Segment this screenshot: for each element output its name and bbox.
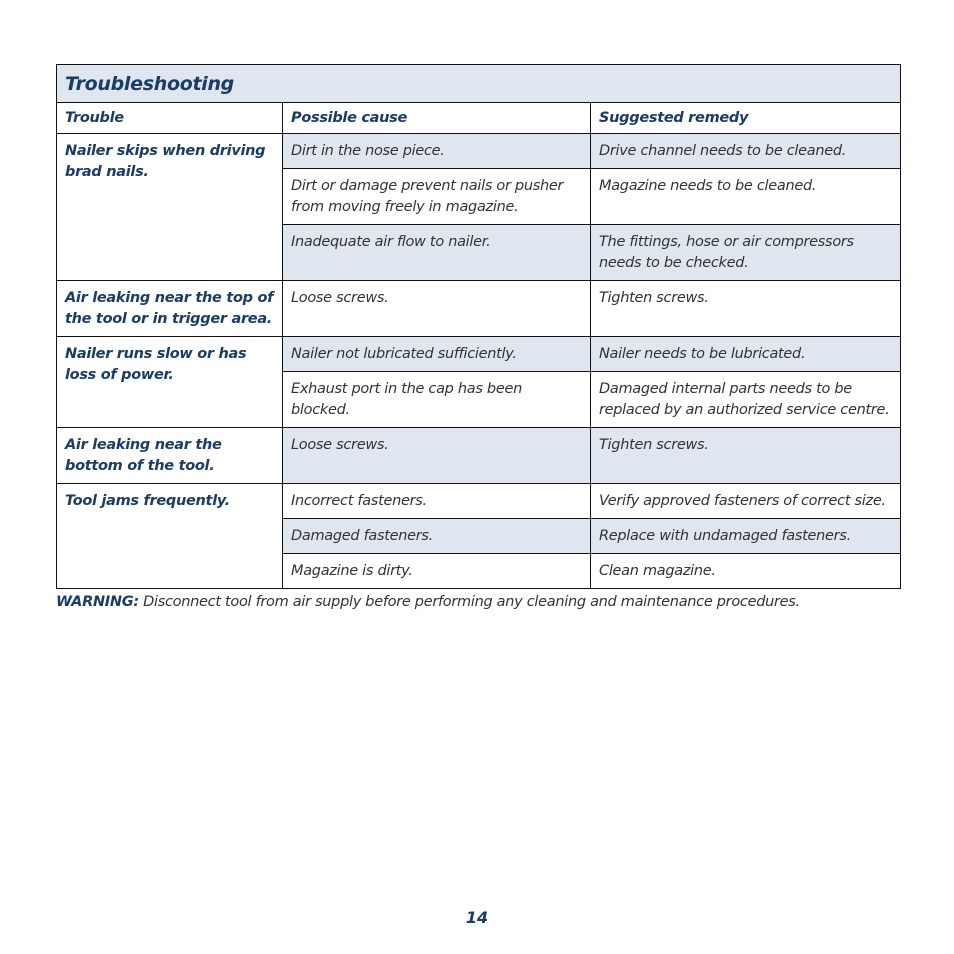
- cause-cell: Damaged fasteners.: [283, 519, 591, 554]
- table-body: [57, 134, 901, 589]
- warning-note: [56, 594, 916, 610]
- remedy-cell: Tighten screws.: [591, 428, 901, 484]
- remedy-cell: Replace with undamaged fasteners.: [591, 519, 901, 554]
- cause-cell: Incorrect fasteners.: [283, 484, 591, 519]
- table-title: Troubleshooting: [57, 65, 901, 103]
- cause-cell: Magazine is dirty.: [283, 554, 591, 589]
- table-row: [57, 281, 901, 337]
- warning-label: WARNING:: [56, 594, 139, 610]
- remedy-cell: Tighten screws.: [591, 281, 901, 337]
- page-number: 14: [465, 908, 489, 927]
- cause-cell: Nailer not lubricated sufficiently.: [283, 337, 591, 372]
- remedy-cell: Drive channel needs to be cleaned.: [591, 134, 901, 169]
- cause-cell: Dirt or damage prevent nails or pusher from moving freely in magazine.: [283, 169, 591, 225]
- trouble-cell: Air leaking near the bottom of the tool.: [57, 428, 283, 484]
- troubleshooting-table-wrapper: [56, 64, 900, 589]
- header-trouble: Trouble: [57, 103, 283, 134]
- warning-text: Disconnect tool from air supply before performing any cleaning and maintenance procedures.: [143, 594, 800, 610]
- troubleshooting-table: [56, 64, 901, 589]
- cause-cell: Loose screws.: [283, 281, 591, 337]
- table-row: [57, 337, 901, 372]
- remedy-cell: Magazine needs to be cleaned.: [591, 169, 901, 225]
- table-row: [57, 134, 901, 169]
- header-suggested-remedy: Suggested remedy: [591, 103, 901, 134]
- trouble-cell: Air leaking near the top of the tool or in trigger area.: [57, 281, 283, 337]
- table-row: [57, 428, 901, 484]
- trouble-cell: Nailer runs slow or has loss of power.: [57, 337, 283, 428]
- remedy-cell: The fittings, hose or air compressors needs to be checked.: [591, 225, 901, 281]
- remedy-cell: Damaged internal parts needs to be replaced by an authorized service centre.: [591, 372, 901, 428]
- cause-cell: Dirt in the nose piece.: [283, 134, 591, 169]
- trouble-cell: Tool jams frequently.: [57, 484, 283, 589]
- remedy-cell: Nailer needs to be lubricated.: [591, 337, 901, 372]
- cause-cell: Inadequate air flow to nailer.: [283, 225, 591, 281]
- remedy-cell: Verify approved fasteners of correct size.: [591, 484, 901, 519]
- trouble-cell: Nailer skips when driving brad nails.: [57, 134, 283, 281]
- header-possible-cause: Possible cause: [283, 103, 591, 134]
- cause-cell: Loose screws.: [283, 428, 591, 484]
- cause-cell: Exhaust port in the cap has been blocked.: [283, 372, 591, 428]
- table-row: [57, 484, 901, 519]
- remedy-cell: Clean magazine.: [591, 554, 901, 589]
